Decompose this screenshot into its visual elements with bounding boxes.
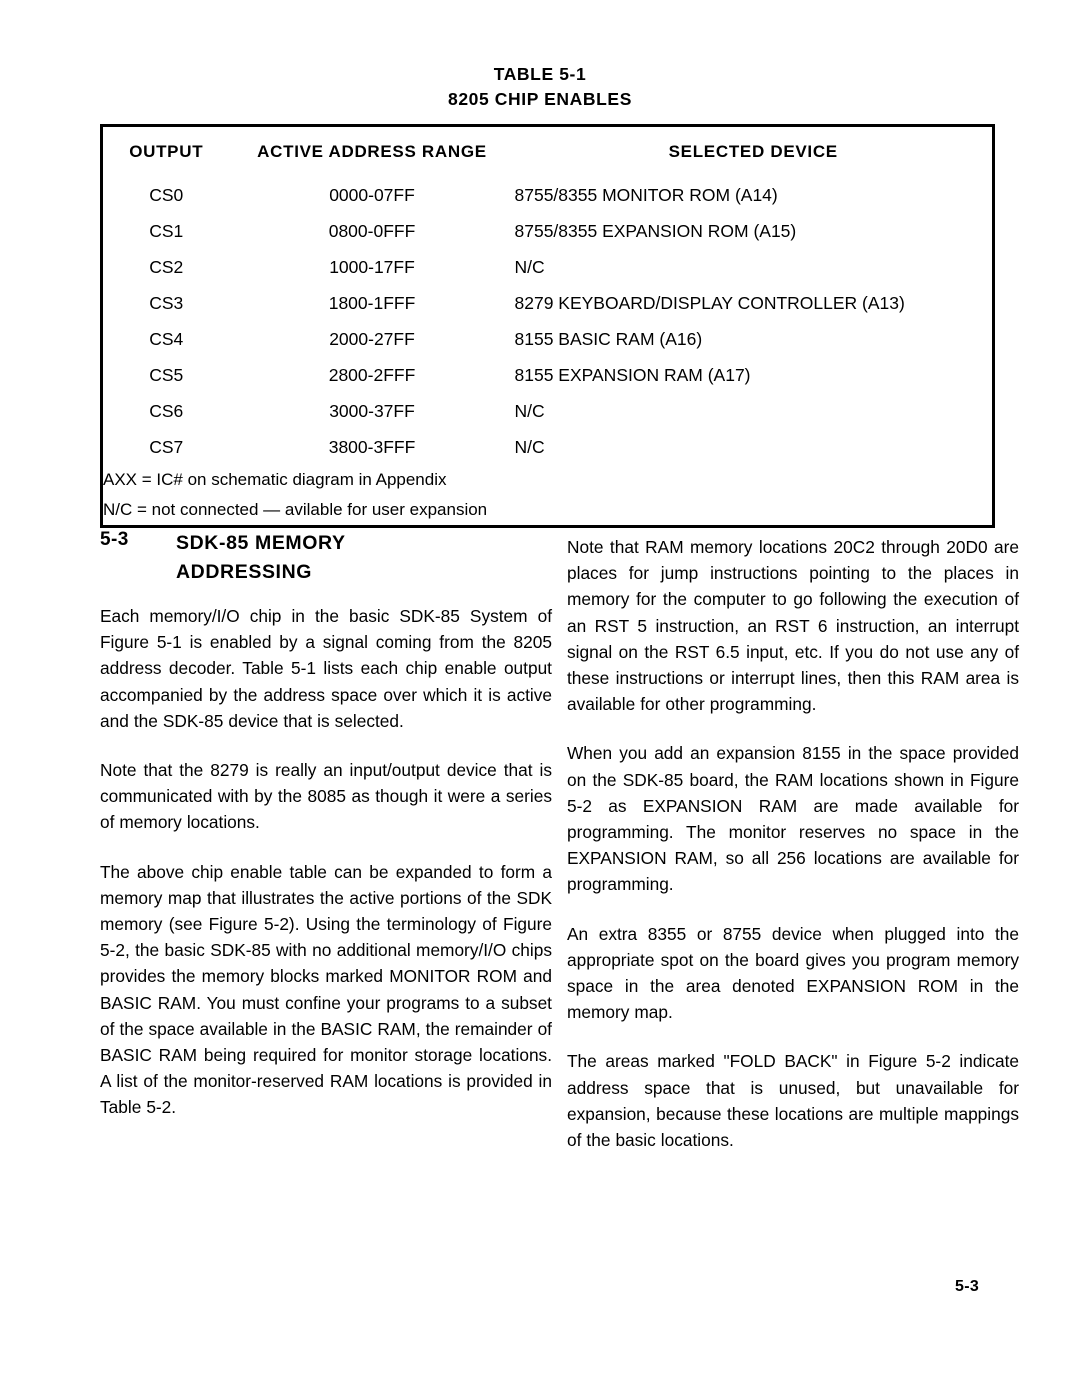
- cell-output: CS5: [149, 364, 184, 385]
- section-number: 5-3: [100, 529, 129, 550]
- paragraph: When you add an expansion 8155 in the space provided on the SDK-85 board, the RAM locations shown in Figure 5-2 as EXPANSION RAM are made available for programming. The monitor reserves no space in the EXPANSION RAM, so all 256 locations are available for programming.: [567, 743, 1019, 895]
- section-title: [176, 529, 552, 587]
- cell-selected-device: 8155 EXPANSION RAM (A17): [514, 364, 751, 385]
- section-title-line-2: ADDRESSING: [176, 561, 313, 583]
- cell-output: CS4: [149, 328, 184, 349]
- cell-address-range: 3800-3FFF: [328, 436, 416, 457]
- cell-address-range: 0000-07FF: [329, 184, 415, 205]
- table-row: [102, 393, 994, 429]
- section-heading: [100, 529, 552, 587]
- table-caption-line-2: 8205 CHIP ENABLES: [448, 89, 632, 109]
- table-row: [102, 357, 994, 393]
- cell-address-range: 1800-1FFF: [328, 292, 416, 313]
- cell-output: CS3: [149, 292, 184, 313]
- cell-selected-device: N/C: [514, 400, 545, 421]
- chip-enables-table: [100, 124, 995, 528]
- table-row: [102, 285, 994, 321]
- cell-selected-device: 8755/8355 EXPANSION ROM (A15): [514, 220, 797, 241]
- cell-address-range: 0800-0FFF: [328, 220, 416, 241]
- cell-address-range: 2000-27FF: [329, 328, 415, 349]
- body-column-right: [567, 534, 1019, 1153]
- cell-selected-device: 8279 KEYBOARD/DISPLAY CONTROLLER (A13): [514, 292, 905, 313]
- cell-selected-device: N/C: [514, 256, 545, 277]
- table-caption: [0, 62, 1080, 112]
- column-header-active-address-range: ACTIVE ADDRESS RANGE: [257, 142, 487, 161]
- table-row: [102, 249, 994, 285]
- paragraph: The areas marked "FOLD BACK" in Figure 5-2 indicate address space that is unused, but unavailable for expansion, because these locations are multiple mappings of the basic locations.: [567, 1051, 1019, 1151]
- page-number: 5-3: [955, 1278, 980, 1295]
- table-footnotes-row: [102, 465, 994, 527]
- cell-output: CS1: [149, 220, 184, 241]
- cell-selected-device: 8155 BASIC RAM (A16): [514, 328, 703, 349]
- paragraph: The above chip enable table can be expanded to form a memory map that illustrates the active portions of the SDK memory (see Figure 5-2). Using the terminology of Figure 5-2, the basic SDK-85 with no additional memory/I/O chips provides the memory blocks marked MONITOR ROM and BASIC RAM. You must confine your programs to a subset of the space available in the BASIC RAM, the remainder of BASIC RAM being required for monitor storage locations. A list of the monitor-reserved RAM locations is provided in Table 5-2.: [100, 861, 552, 1118]
- cell-output: CS0: [149, 184, 184, 205]
- cell-output: CS6: [149, 400, 184, 421]
- section-title-line-1: SDK-85 MEMORY: [176, 532, 346, 554]
- paragraph: Note that RAM memory locations 20C2 through 20D0 are places for jump instructions pointing to the places in memory for the computer to go following the execution of an RST 5 instruction, an RST 6 instruction, an interrupt signal on the RST 6.5 input, etc. If you do not use any of these instructions or interrupt lines, then this RAM area is available for other programming.: [567, 537, 1019, 715]
- paragraph: Each memory/I/O chip in the basic SDK-85 System of Figure 5-1 is enabled by a signal coming from the 8205 address decoder. Table 5-1 lists each chip enable output accompanied by the address space over which it is active and the SDK-85 device that is selected.: [100, 606, 552, 731]
- table-header-row: [102, 126, 994, 178]
- cell-output: CS2: [149, 256, 184, 277]
- cell-selected-device: N/C: [514, 436, 545, 457]
- table-footnotes-cell: [102, 465, 994, 527]
- table-body: [102, 177, 994, 527]
- cell-address-range: 2800-2FFF: [328, 364, 416, 385]
- body-column-left: [100, 603, 552, 1121]
- table-row: [102, 213, 994, 249]
- cell-output: CS7: [149, 436, 184, 457]
- cell-selected-device: 8755/8355 MONITOR ROM (A14): [514, 184, 778, 205]
- footnote-axx: AXX = IC# on schematic diagram in Appendix: [103, 470, 447, 489]
- table-row: [102, 321, 994, 357]
- column-header-selected-device: SELECTED DEVICE: [668, 142, 838, 161]
- table-row: [102, 177, 994, 213]
- column-header-output: OUTPUT: [129, 142, 204, 161]
- cell-address-range: 1000-17FF: [329, 256, 415, 277]
- paragraph: Note that the 8279 is really an input/output device that is communicated with by the 8085 as though it were a series of memory locations.: [100, 760, 552, 833]
- paragraph: An extra 8355 or 8755 device when plugged into the appropriate spot on the board gives you program memory space in the area denoted EXPANSION ROM in the memory map.: [567, 923, 1019, 1023]
- table-row: [102, 429, 994, 465]
- cell-address-range: 3000-37FF: [329, 400, 415, 421]
- footnote-nc: N/C = not connected — avilable for user expansion: [103, 500, 488, 519]
- table-caption-line-1: TABLE 5-1: [493, 64, 587, 84]
